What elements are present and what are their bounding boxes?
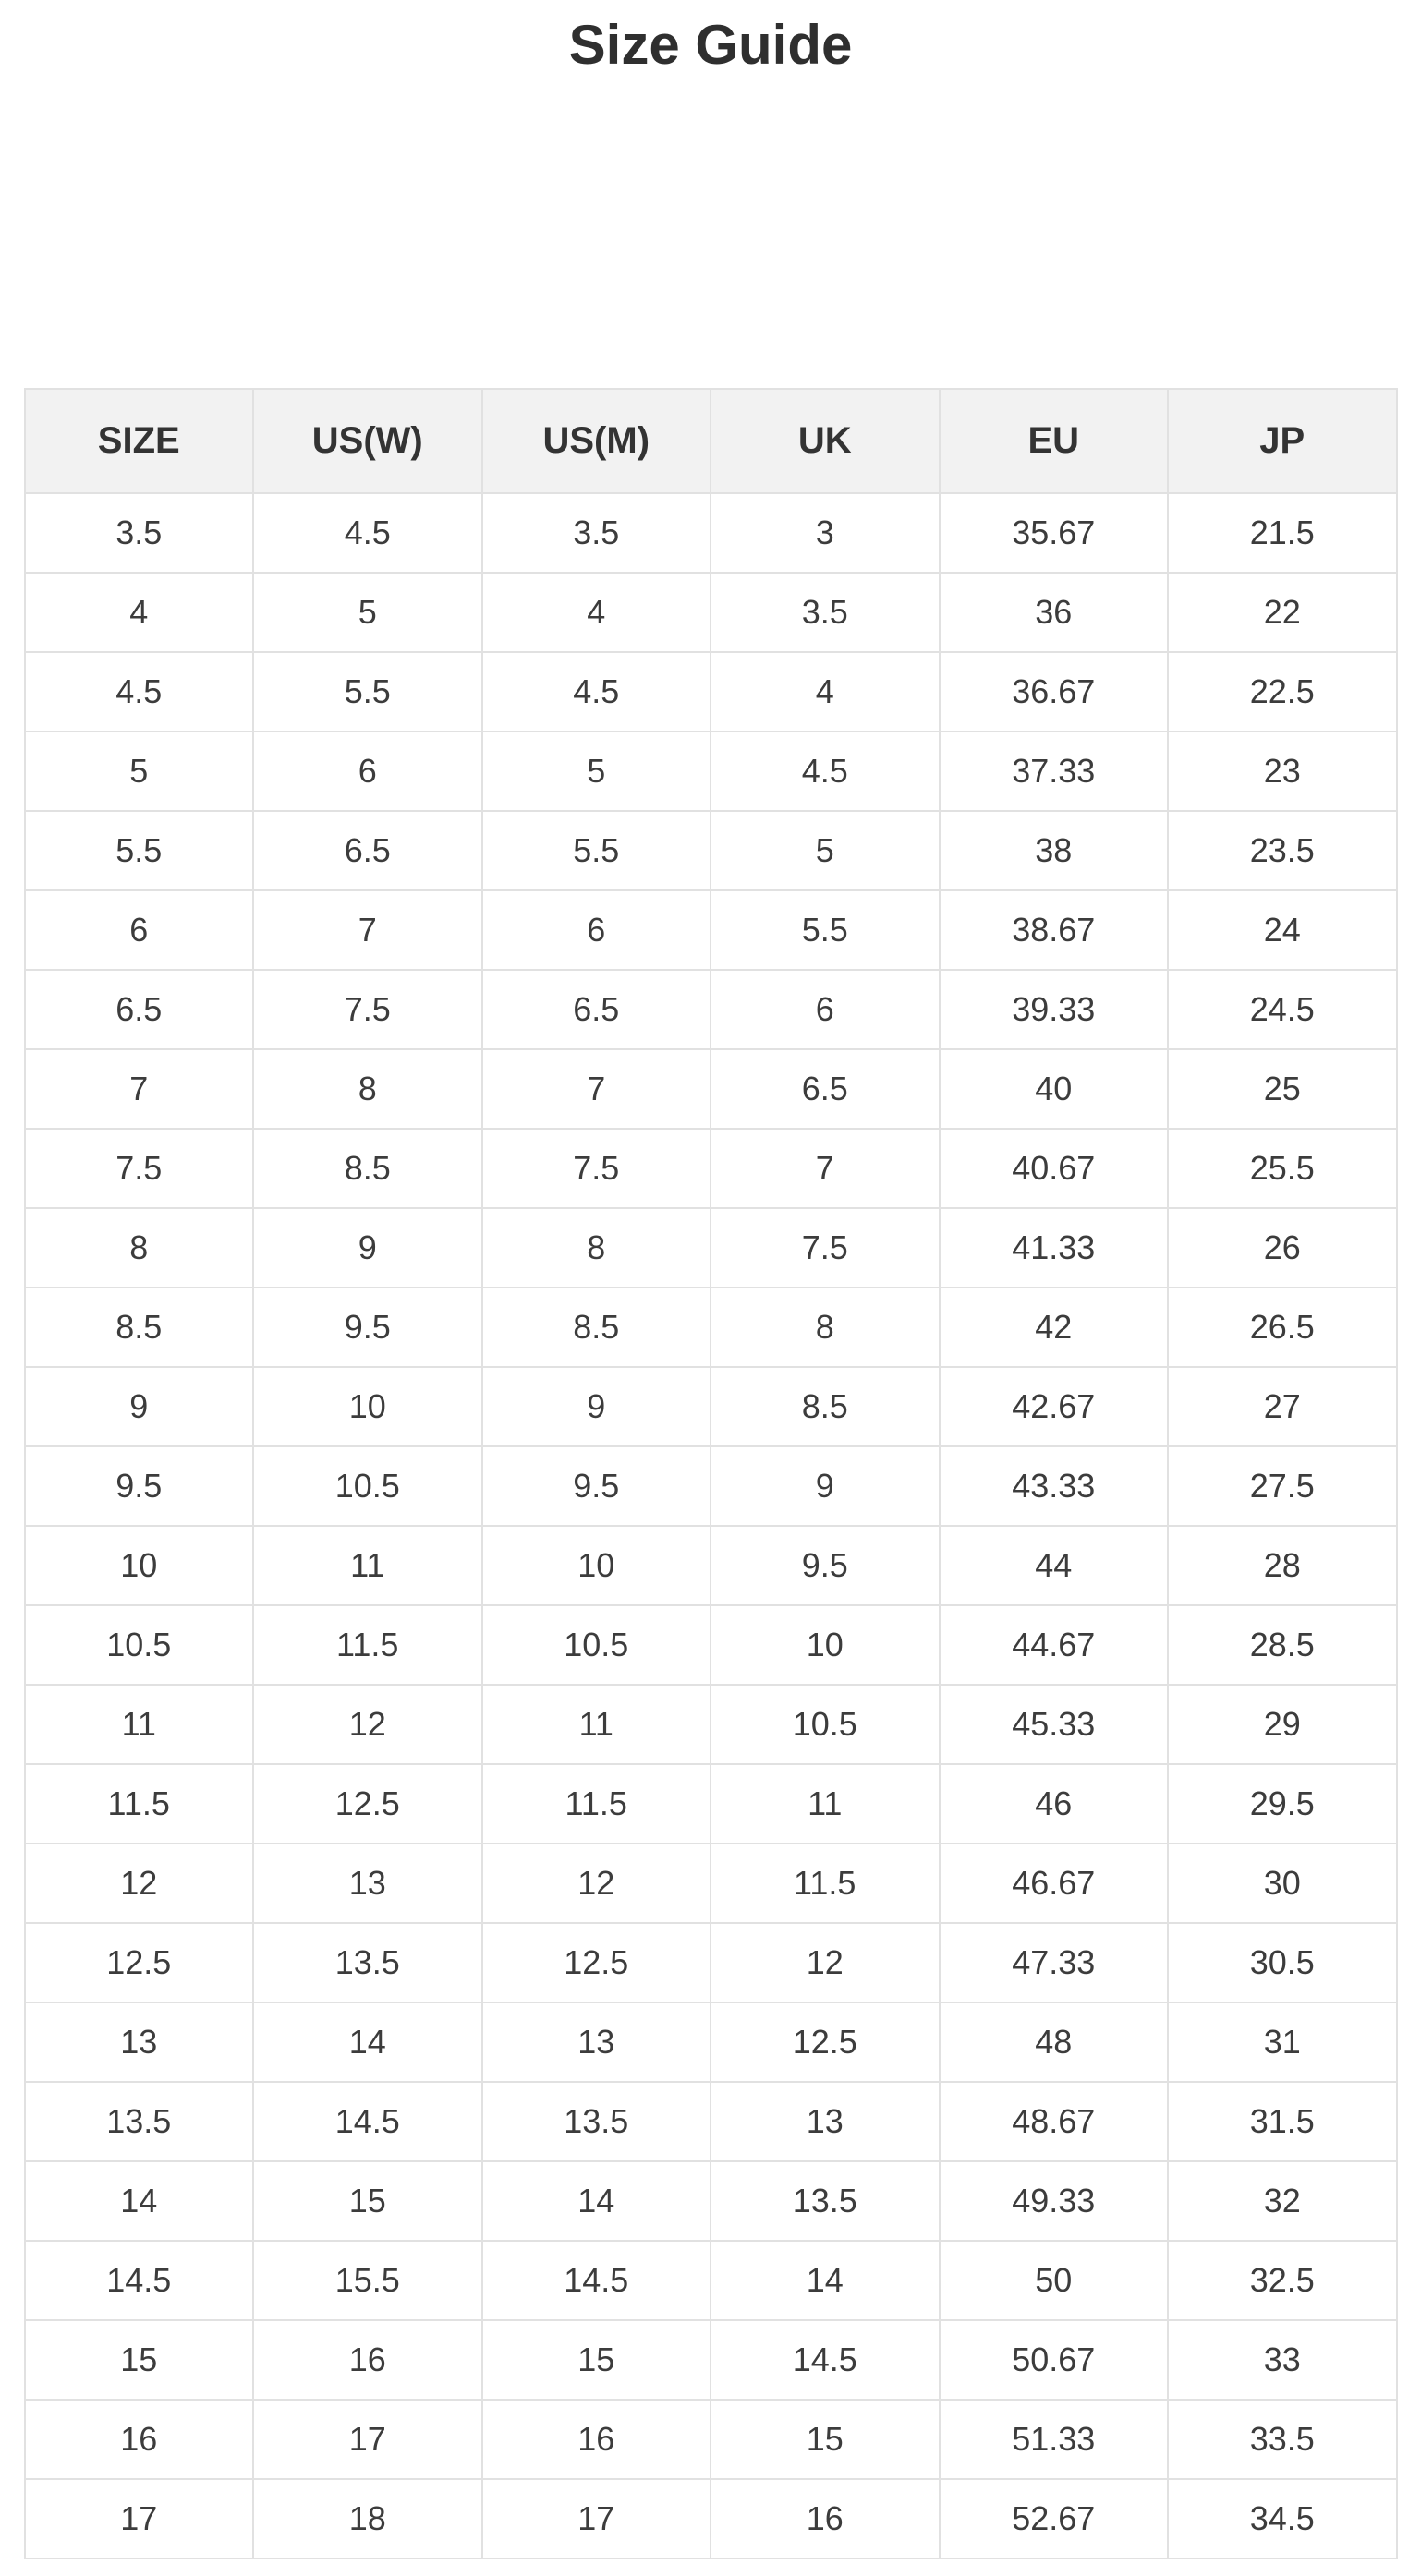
- table-row: [25, 2241, 1397, 2320]
- column-header-jp: JP: [1168, 389, 1397, 493]
- table-cell: 17: [25, 2479, 254, 2558]
- table-cell: 12: [25, 1844, 254, 1923]
- table-cell: 5.5: [253, 652, 482, 732]
- table-cell: 16: [253, 2320, 482, 2400]
- table-cell: 8: [710, 1288, 940, 1367]
- table-cell: 50.67: [940, 2320, 1169, 2400]
- table-cell: 4: [482, 573, 711, 652]
- table-cell: 49.33: [940, 2161, 1169, 2241]
- column-header-size: SIZE: [25, 389, 254, 493]
- table-cell: 51.33: [940, 2400, 1169, 2479]
- table-cell: 52.67: [940, 2479, 1169, 2558]
- table-row: [25, 493, 1397, 573]
- table-cell: 3.5: [25, 493, 254, 573]
- table-row: [25, 1049, 1397, 1129]
- table-cell: 40.67: [940, 1129, 1169, 1208]
- table-cell: 21.5: [1168, 493, 1397, 573]
- table-cell: 7.5: [710, 1208, 940, 1288]
- table-cell: 10: [253, 1367, 482, 1446]
- table-cell: 35.67: [940, 493, 1169, 573]
- table-cell: 50: [940, 2241, 1169, 2320]
- table-cell: 6: [482, 890, 711, 970]
- table-cell: 9: [253, 1208, 482, 1288]
- table-cell: 9.5: [710, 1526, 940, 1605]
- table-cell: 12: [482, 1844, 711, 1923]
- table-cell: 29: [1168, 1685, 1397, 1764]
- table-cell: 12.5: [253, 1764, 482, 1844]
- table-cell: 13: [25, 2002, 254, 2082]
- table-cell: 6.5: [253, 811, 482, 890]
- table-cell: 7.5: [25, 1129, 254, 1208]
- table-cell: 14.5: [710, 2320, 940, 2400]
- table-cell: 28.5: [1168, 1605, 1397, 1685]
- table-cell: 14: [25, 2161, 254, 2241]
- table-cell: 3.5: [482, 493, 711, 573]
- table-row: [25, 1844, 1397, 1923]
- page-title: Size Guide: [568, 14, 853, 76]
- table-cell: 31: [1168, 2002, 1397, 2082]
- table-row: [25, 1605, 1397, 1685]
- table-cell: 44.67: [940, 1605, 1169, 1685]
- table-cell: 12.5: [710, 2002, 940, 2082]
- table-cell: 7: [25, 1049, 254, 1129]
- table-cell: 10.5: [253, 1446, 482, 1526]
- table-cell: 8.5: [253, 1129, 482, 1208]
- table-cell: 8: [482, 1208, 711, 1288]
- table-cell: 6: [253, 732, 482, 811]
- table-cell: 11.5: [482, 1764, 711, 1844]
- table-cell: 5: [710, 811, 940, 890]
- column-header-eu: EU: [940, 389, 1169, 493]
- table-row: [25, 732, 1397, 811]
- table-row: [25, 1129, 1397, 1208]
- table-cell: 9.5: [253, 1288, 482, 1367]
- table-cell: 44: [940, 1526, 1169, 1605]
- table-cell: 42.67: [940, 1367, 1169, 1446]
- table-cell: 40: [940, 1049, 1169, 1129]
- table-cell: 46.67: [940, 1844, 1169, 1923]
- table-cell: 41.33: [940, 1208, 1169, 1288]
- table-cell: 7.5: [482, 1129, 711, 1208]
- table-row: [25, 1208, 1397, 1288]
- table-cell: 37.33: [940, 732, 1169, 811]
- table-cell: 36: [940, 573, 1169, 652]
- table-row: [25, 1526, 1397, 1605]
- table-cell: 13.5: [253, 1923, 482, 2002]
- table-cell: 8.5: [710, 1367, 940, 1446]
- table-row: [25, 811, 1397, 890]
- table-cell: 27.5: [1168, 1446, 1397, 1526]
- table-cell: 11.5: [253, 1605, 482, 1685]
- table-cell: 26.5: [1168, 1288, 1397, 1367]
- table-cell: 14.5: [482, 2241, 711, 2320]
- table-row: [25, 1923, 1397, 2002]
- table-row: [25, 1764, 1397, 1844]
- table-cell: 30.5: [1168, 1923, 1397, 2002]
- table-cell: 17: [253, 2400, 482, 2479]
- table-cell: 5.5: [710, 890, 940, 970]
- table-cell: 10: [482, 1526, 711, 1605]
- table-cell: 5: [253, 573, 482, 652]
- table-row: [25, 1685, 1397, 1764]
- header-row: [25, 389, 1397, 493]
- table-cell: 31.5: [1168, 2082, 1397, 2161]
- table-cell: 14: [710, 2241, 940, 2320]
- table-cell: 27: [1168, 1367, 1397, 1446]
- table-cell: 14.5: [25, 2241, 254, 2320]
- table-cell: 29.5: [1168, 1764, 1397, 1844]
- table-cell: 6: [25, 890, 254, 970]
- table-cell: 8.5: [25, 1288, 254, 1367]
- table-cell: 3: [710, 493, 940, 573]
- table-cell: 11: [25, 1685, 254, 1764]
- table-cell: 11: [482, 1685, 711, 1764]
- table-cell: 13: [253, 1844, 482, 1923]
- size-table-head: [25, 389, 1397, 493]
- table-cell: 17: [482, 2479, 711, 2558]
- table-cell: 13: [710, 2082, 940, 2161]
- table-cell: 16: [710, 2479, 940, 2558]
- column-header-us-w: US(W): [253, 389, 482, 493]
- table-cell: 5: [25, 732, 254, 811]
- table-cell: 4.5: [482, 652, 711, 732]
- table-cell: 34.5: [1168, 2479, 1397, 2558]
- table-cell: 10: [25, 1526, 254, 1605]
- table-row: [25, 1367, 1397, 1446]
- table-cell: 13.5: [710, 2161, 940, 2241]
- table-cell: 4.5: [253, 493, 482, 573]
- table-cell: 9: [25, 1367, 254, 1446]
- table-cell: 7: [253, 890, 482, 970]
- table-cell: 6.5: [482, 970, 711, 1049]
- table-cell: 16: [25, 2400, 254, 2479]
- table-cell: 6: [710, 970, 940, 1049]
- table-cell: 14: [482, 2161, 711, 2241]
- table-cell: 9: [482, 1367, 711, 1446]
- table-cell: 10.5: [710, 1685, 940, 1764]
- table-cell: 32: [1168, 2161, 1397, 2241]
- table-cell: 46: [940, 1764, 1169, 1844]
- table-cell: 13.5: [25, 2082, 254, 2161]
- size-conversion-table: [24, 388, 1398, 2559]
- table-cell: 11: [710, 1764, 940, 1844]
- column-header-us-m: US(M): [482, 389, 711, 493]
- table-cell: 11.5: [710, 1844, 940, 1923]
- column-header-uk: UK: [710, 389, 940, 493]
- table-cell: 12: [710, 1923, 940, 2002]
- table-cell: 23: [1168, 732, 1397, 811]
- table-cell: 13: [482, 2002, 711, 2082]
- table-cell: 11.5: [25, 1764, 254, 1844]
- table-cell: 7: [482, 1049, 711, 1129]
- size-table-body: [25, 493, 1397, 2558]
- table-row: [25, 2400, 1397, 2479]
- table-cell: 38: [940, 811, 1169, 890]
- table-row: [25, 573, 1397, 652]
- table-cell: 10: [710, 1605, 940, 1685]
- table-cell: 8: [25, 1208, 254, 1288]
- table-cell: 24.5: [1168, 970, 1397, 1049]
- table-cell: 5.5: [482, 811, 711, 890]
- table-cell: 42: [940, 1288, 1169, 1367]
- table-cell: 7.5: [253, 970, 482, 1049]
- table-cell: 13.5: [482, 2082, 711, 2161]
- table-cell: 39.33: [940, 970, 1169, 1049]
- table-cell: 9.5: [482, 1446, 711, 1526]
- table-cell: 7: [710, 1129, 940, 1208]
- table-cell: 33.5: [1168, 2400, 1397, 2479]
- table-row: [25, 890, 1397, 970]
- table-cell: 32.5: [1168, 2241, 1397, 2320]
- table-cell: 25: [1168, 1049, 1397, 1129]
- table-cell: 33: [1168, 2320, 1397, 2400]
- table-cell: 14: [253, 2002, 482, 2082]
- table-cell: 9: [710, 1446, 940, 1526]
- table-cell: 15.5: [253, 2241, 482, 2320]
- table-cell: 12.5: [25, 1923, 254, 2002]
- table-cell: 43.33: [940, 1446, 1169, 1526]
- table-cell: 15: [25, 2320, 254, 2400]
- table-cell: 4.5: [710, 732, 940, 811]
- table-row: [25, 652, 1397, 732]
- table-cell: 38.67: [940, 890, 1169, 970]
- table-cell: 24: [1168, 890, 1397, 970]
- table-row: [25, 1446, 1397, 1526]
- table-row: [25, 2082, 1397, 2161]
- table-row: [25, 2320, 1397, 2400]
- table-row: [25, 2002, 1397, 2082]
- table-cell: 10.5: [482, 1605, 711, 1685]
- table-cell: 22.5: [1168, 652, 1397, 732]
- table-cell: 12.5: [482, 1923, 711, 2002]
- table-cell: 10.5: [25, 1605, 254, 1685]
- table-cell: 12: [253, 1685, 482, 1764]
- table-cell: 8: [253, 1049, 482, 1129]
- table-cell: 5: [482, 732, 711, 811]
- table-cell: 15: [253, 2161, 482, 2241]
- table-cell: 14.5: [253, 2082, 482, 2161]
- table-cell: 4.5: [25, 652, 254, 732]
- table-cell: 48: [940, 2002, 1169, 2082]
- table-cell: 3.5: [710, 573, 940, 652]
- table-cell: 22: [1168, 573, 1397, 652]
- table-cell: 30: [1168, 1844, 1397, 1923]
- table-cell: 11: [253, 1526, 482, 1605]
- table-cell: 26: [1168, 1208, 1397, 1288]
- table-cell: 28: [1168, 1526, 1397, 1605]
- table-row: [25, 970, 1397, 1049]
- table-cell: 8.5: [482, 1288, 711, 1367]
- table-cell: 5.5: [25, 811, 254, 890]
- table-row: [25, 1288, 1397, 1367]
- table-row: [25, 2161, 1397, 2241]
- table-cell: 36.67: [940, 652, 1169, 732]
- table-cell: 45.33: [940, 1685, 1169, 1764]
- table-cell: 6.5: [710, 1049, 940, 1129]
- table-cell: 47.33: [940, 1923, 1169, 2002]
- table-cell: 18: [253, 2479, 482, 2558]
- table-row: [25, 2479, 1397, 2558]
- table-cell: 4: [710, 652, 940, 732]
- table-cell: 16: [482, 2400, 711, 2479]
- table-cell: 4: [25, 573, 254, 652]
- table-cell: 15: [710, 2400, 940, 2479]
- table-cell: 23.5: [1168, 811, 1397, 890]
- table-cell: 6.5: [25, 970, 254, 1049]
- table-cell: 9.5: [25, 1446, 254, 1526]
- table-cell: 48.67: [940, 2082, 1169, 2161]
- table-cell: 25.5: [1168, 1129, 1397, 1208]
- table-cell: 15: [482, 2320, 711, 2400]
